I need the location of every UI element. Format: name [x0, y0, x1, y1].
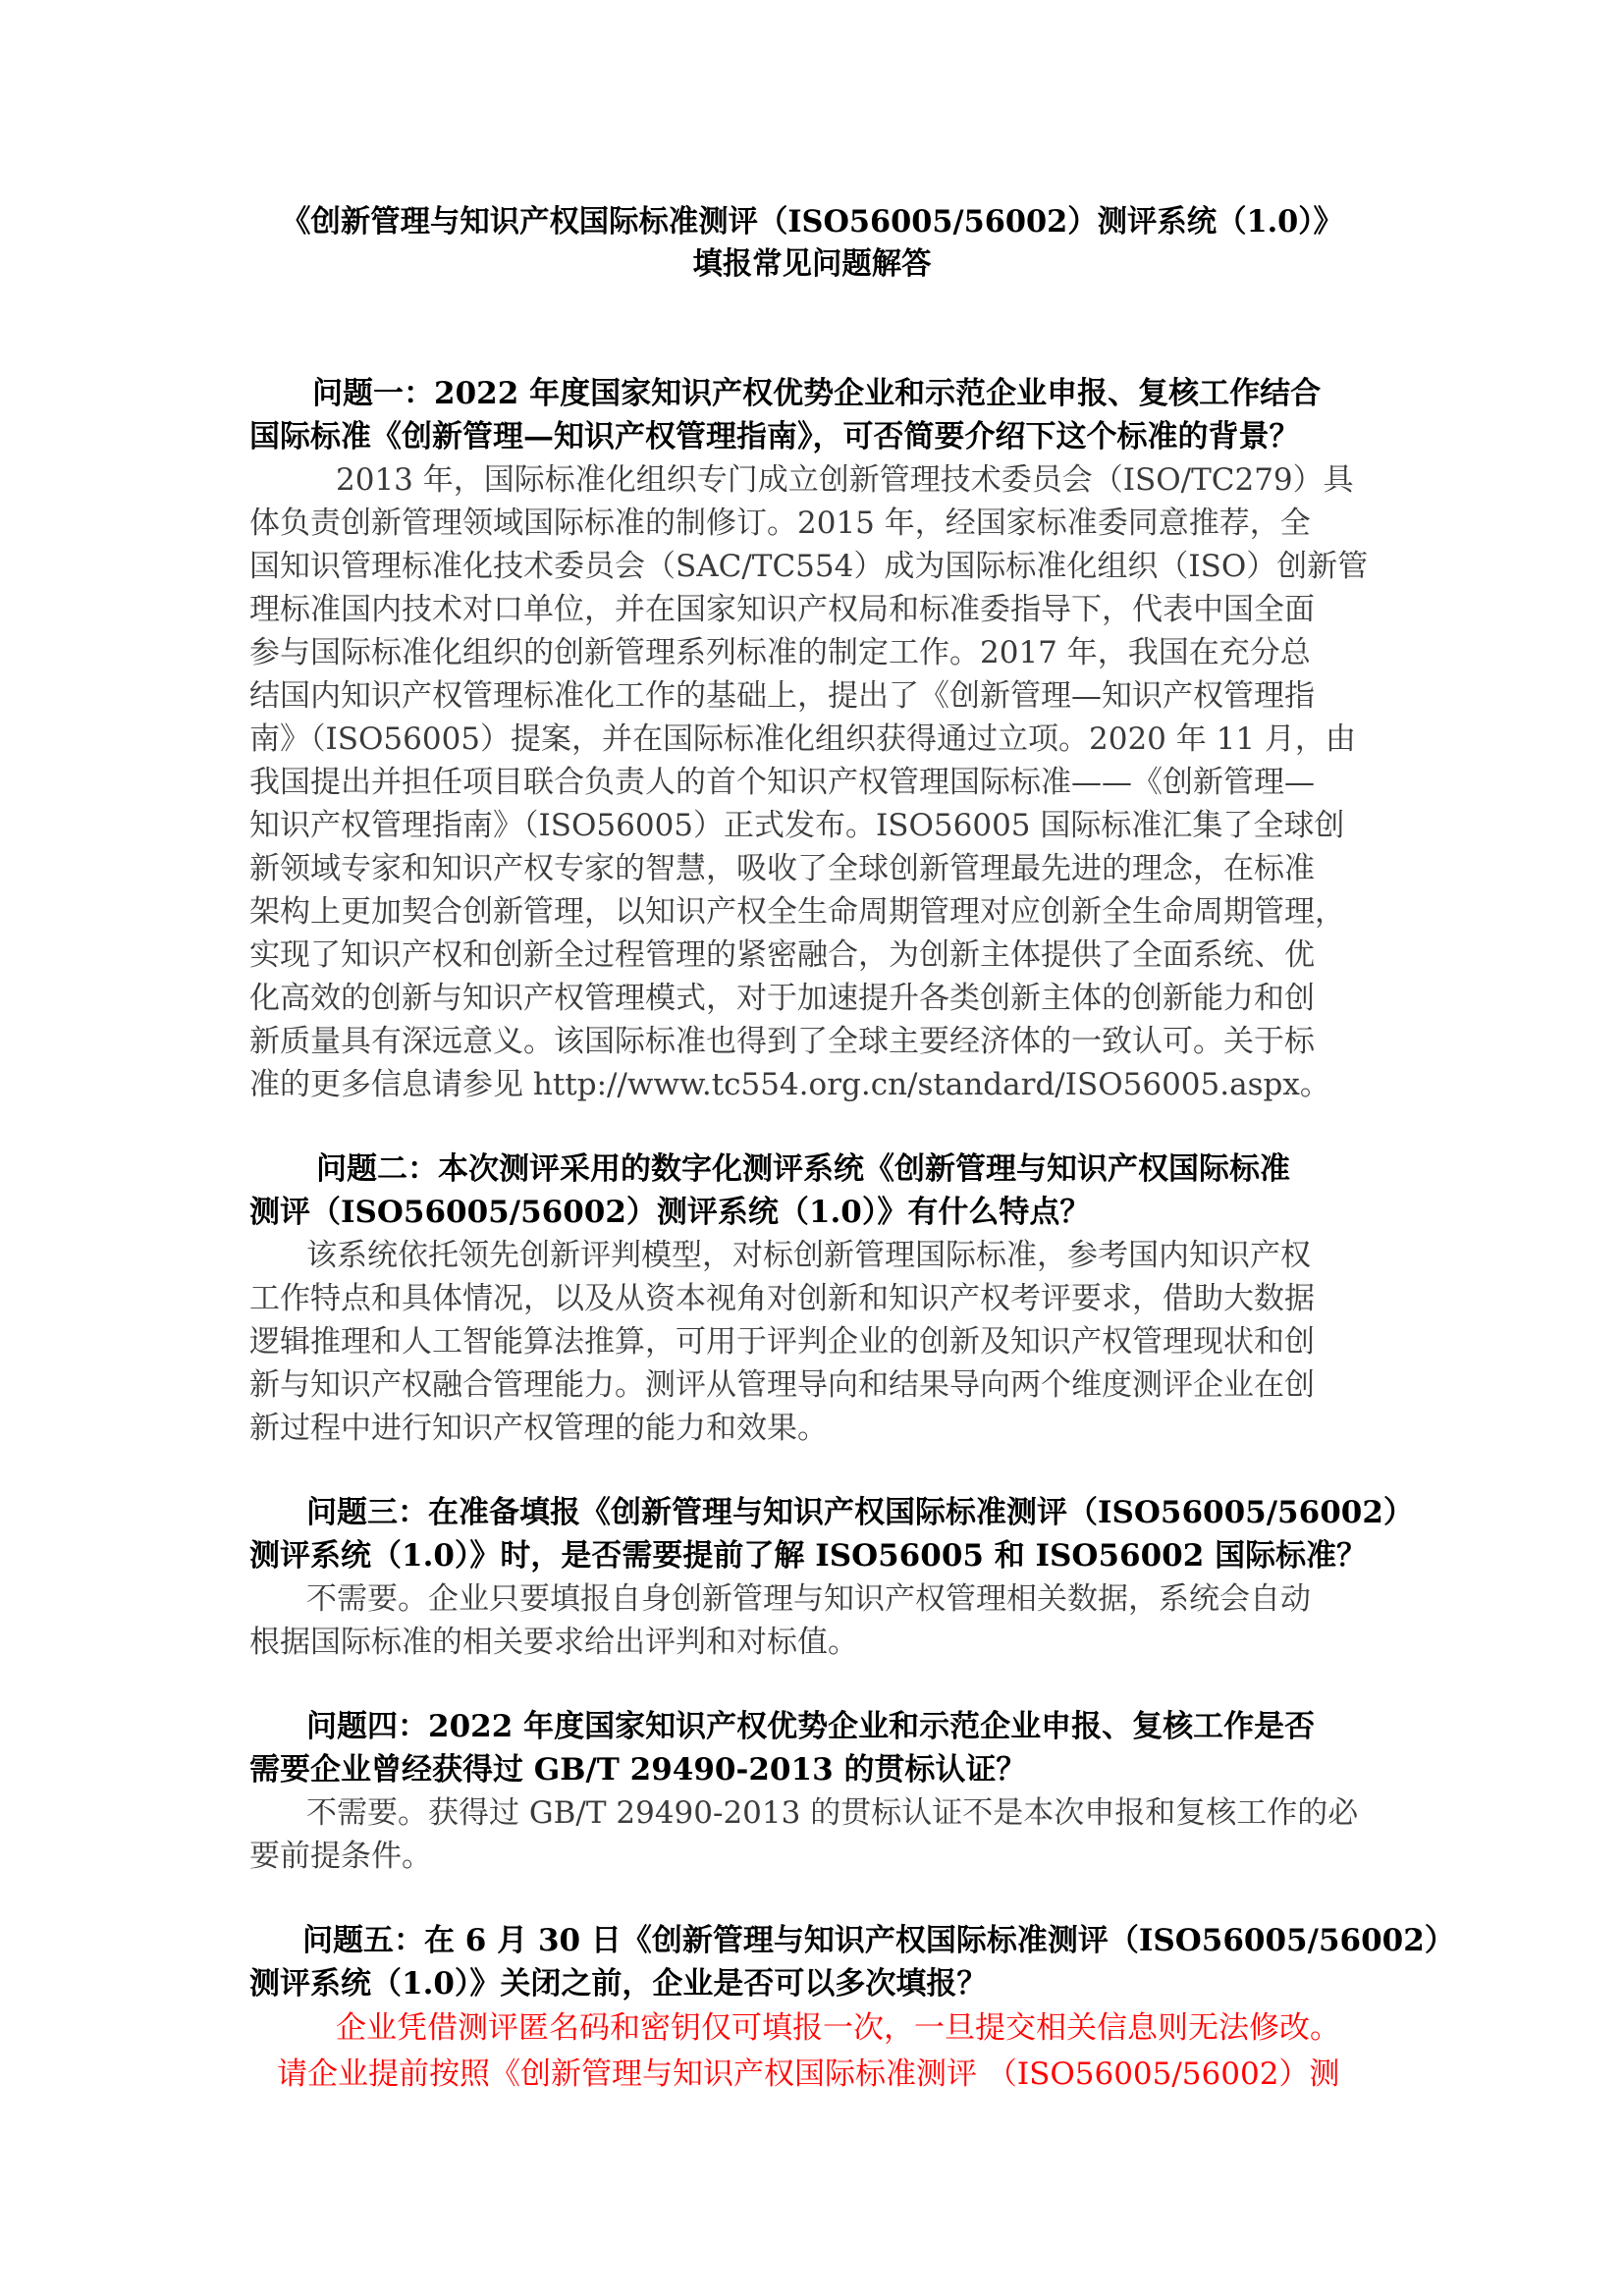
q3-answer-line-1: 不需要。企业只要填报自身创新管理与知识产权管理相关数据，系统会自动: [306, 1581, 1311, 1617]
q1-answer-line-4: 理标准国内技术对口单位，并在国家知识产权局和标准委指导下，代表中国全面: [249, 592, 1315, 627]
q1-answer-line-15: 准的更多信息请参见 http://www.tc554.org.cn/standard/ISO56005.aspx。: [249, 1067, 1330, 1102]
q5-question-line-1: 问题五：在 6 月 30 日《创新管理与知识产权国际标准测评（ISO56005/56002）: [302, 1923, 1455, 1958]
q1-answer-line-7: 南》（ISO56005）提案，并在国际标准化组织获得通过立项。2020 年 11 月，由: [249, 721, 1356, 757]
q1-answer-line-14: 新质量具有深远意义。该国际标准也得到了全球主要经济体的一致认可。关于标: [249, 1024, 1315, 1059]
q2-question-line-2: 测评（ISO56005/56002）测评系统（1.0）》有什么特点？: [249, 1195, 1091, 1230]
q1-question-line-1: 问题一：2022 年度国家知识产权优势企业和示范企业申报、复核工作结合: [312, 376, 1322, 411]
q5-question-line-2: 测评系统（1.0）》关闭之前，企业是否可以多次填报？: [249, 1966, 988, 2002]
q3-answer-line-2: 根据国际标准的相关要求给出评判和对标值。: [249, 1625, 858, 1660]
q1-answer-line-10: 新领域专家和知识产权专家的智慧，吸收了全球创新管理最先进的理念，在标准: [249, 851, 1315, 886]
q2-answer-line-1: 该系统依托领先创新评判模型，对标创新管理国际标准，参考国内知识产权: [306, 1238, 1311, 1273]
q1-answer-line-5: 参与国际标准化组织的创新管理系列标准的制定工作。2017 年，我国在充分总: [249, 635, 1311, 670]
document-title: 《创新管理与知识产权国际标准测评（ISO56005/56002）测评系统（1.0）》: [281, 204, 1343, 240]
q1-answer-line-13: 化高效的创新与知识产权管理模式，对于加速提升各类创新主体的创新能力和创: [249, 981, 1315, 1016]
q4-answer-line-1: 不需要。获得过 GB/T 29490-2013 的贯标认证不是本次申报和复核工作的必: [306, 1795, 1359, 1831]
q3-question-line-2: 测评系统（1.0）》时，是否需要提前了解 ISO56005 和 ISO56002 国际标准？: [249, 1538, 1368, 1574]
q4-question-line-1: 问题四：2022 年度国家知识产权优势企业和示范企业申报、复核工作是否: [306, 1709, 1316, 1744]
q4-question-line-2: 需要企业曾经获得过 GB/T 29490-2013 的贯标认证？: [249, 1752, 1027, 1788]
q1-answer-line-12: 实现了知识产权和创新全过程管理的紧密融合，为创新主体提供了全面系统、优: [249, 937, 1315, 973]
q2-answer-line-2: 工作特点和具体情况，以及从资本视角对创新和知识产权考评要求，借助大数据: [249, 1281, 1315, 1316]
q1-answer-line-11: 架构上更加契合创新管理，以知识产权全生命周期管理对应创新全生命周期管理，: [249, 894, 1345, 930]
q1-answer-line-9: 知识产权管理指南》（ISO56005）正式发布。ISO56005 国际标准汇集了全球创: [249, 808, 1345, 843]
q2-question-line-1: 问题二：本次测评采用的数字化测评系统《创新管理与知识产权国际标准: [316, 1151, 1290, 1187]
q1-answer-line-1: 2013 年，国际标准化组织专门成立创新管理技术委员会（ISO/TC279）具: [336, 462, 1354, 498]
q2-answer-line-3: 逻辑推理和人工智能算法推算，可用于评判企业的创新及知识产权管理现状和创: [249, 1324, 1315, 1360]
q4-answer-line-2: 要前提条件。: [249, 1839, 432, 1874]
q1-answer-line-3: 国知识管理标准化技术委员会（SAC/TC554）成为国际标准化组织（ISO）创新管: [249, 549, 1369, 584]
q5-answer-line-2: 请企业提前按照《创新管理与知识产权国际标准测评 （ISO56005/56002）测: [277, 2056, 1340, 2092]
document-subtitle: 填报常见问题解答: [692, 246, 932, 282]
q5-answer-line-1: 企业凭借测评匿名码和密钥仅可填报一次，一旦提交相关信息则无法修改。: [336, 2010, 1340, 2046]
q1-answer-line-6: 结国内知识产权管理标准化工作的基础上，提出了《创新管理—知识产权管理指: [249, 678, 1315, 714]
q1-question-line-2: 国际标准《创新管理—知识产权管理指南》，可否简要介绍下这个标准的背景？: [249, 419, 1300, 454]
q3-question-line-1: 问题三：在准备填报《创新管理与知识产权国际标准测评（ISO56005/56002）: [306, 1495, 1414, 1530]
q1-answer-line-2: 体负责创新管理领域国际标准的制修订。2015 年，经国家标准委同意推荐，全: [249, 506, 1311, 541]
q2-answer-line-5: 新过程中进行知识产权管理的能力和效果。: [249, 1411, 828, 1446]
q2-answer-line-4: 新与知识产权融合管理能力。测评从管理导向和结果导向两个维度测评企业在创: [249, 1367, 1315, 1403]
q1-answer-line-8: 我国提出并担任项目联合负责人的首个知识产权管理国际标准——《创新管理—: [249, 765, 1315, 800]
